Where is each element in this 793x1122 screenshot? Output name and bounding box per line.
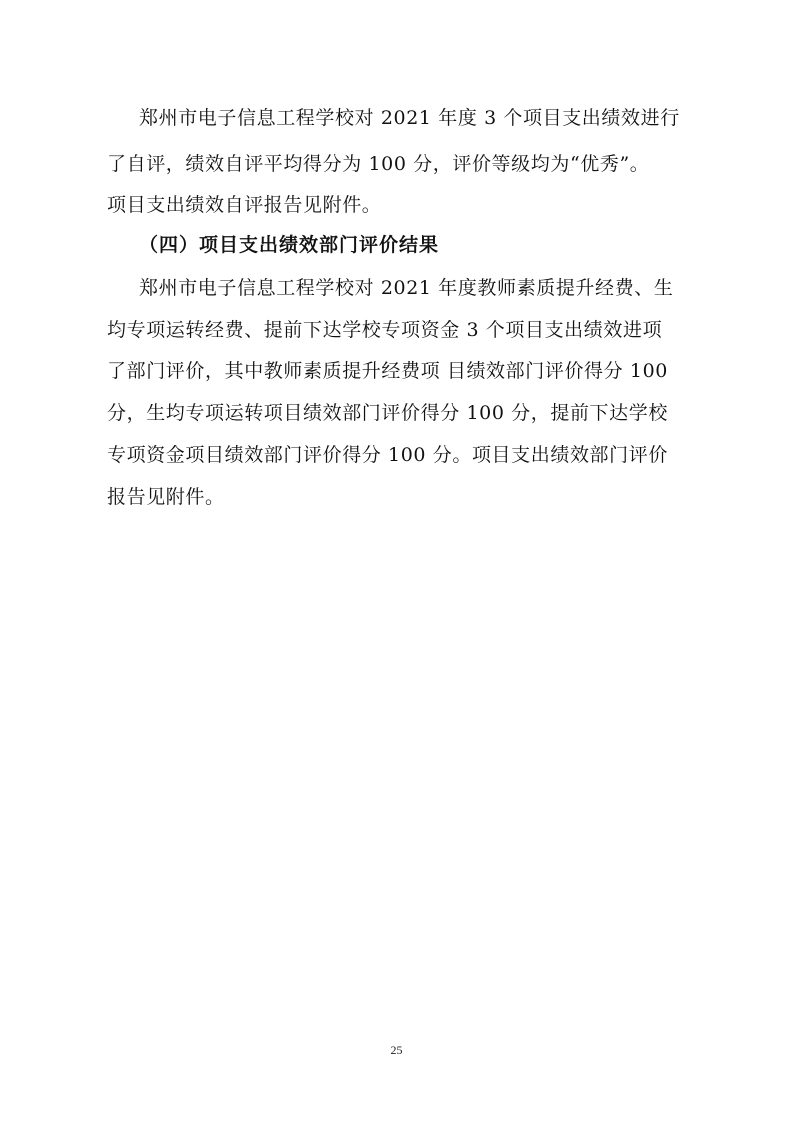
paragraph-1-line-2: 了自评，绩效自评平均得分为 100 分，评价等级均为“优秀”。 — [107, 153, 650, 175]
paragraph-2-line-5: 专项资金项目绩效部门评价得分 100 分。项目支出绩效部门评价 — [107, 444, 668, 466]
paragraph-1-line-3: 项目支出绩效自评报告见附件。 — [107, 194, 382, 216]
paragraph-2-line-4: 分，生均专项运转项目绩效部门评价得分 100 分，提前下达学校 — [107, 402, 668, 424]
paragraph-2-line-1: 郑州市电子信息工程学校对 2021 年度教师素质提升经费、生 — [139, 277, 674, 299]
paragraph-1-line-1: 郑州市电子信息工程学校对 2021 年度 3 个项目支出绩效进行 — [139, 107, 680, 129]
paragraph-2-line-2: 均专项运转经费、提前下达学校专项资金 3 个项目支出绩效进项 — [107, 319, 663, 341]
paragraph-2-line-3: 了部门评价，其中教师素质提升经费项 目绩效部门评价得分 100 — [107, 360, 668, 382]
paragraph-2-line-6: 报告见附件。 — [107, 486, 225, 508]
page-number: 25 — [390, 1043, 403, 1057]
section-heading: （四）项目支出绩效部门评价结果 — [139, 234, 440, 256]
